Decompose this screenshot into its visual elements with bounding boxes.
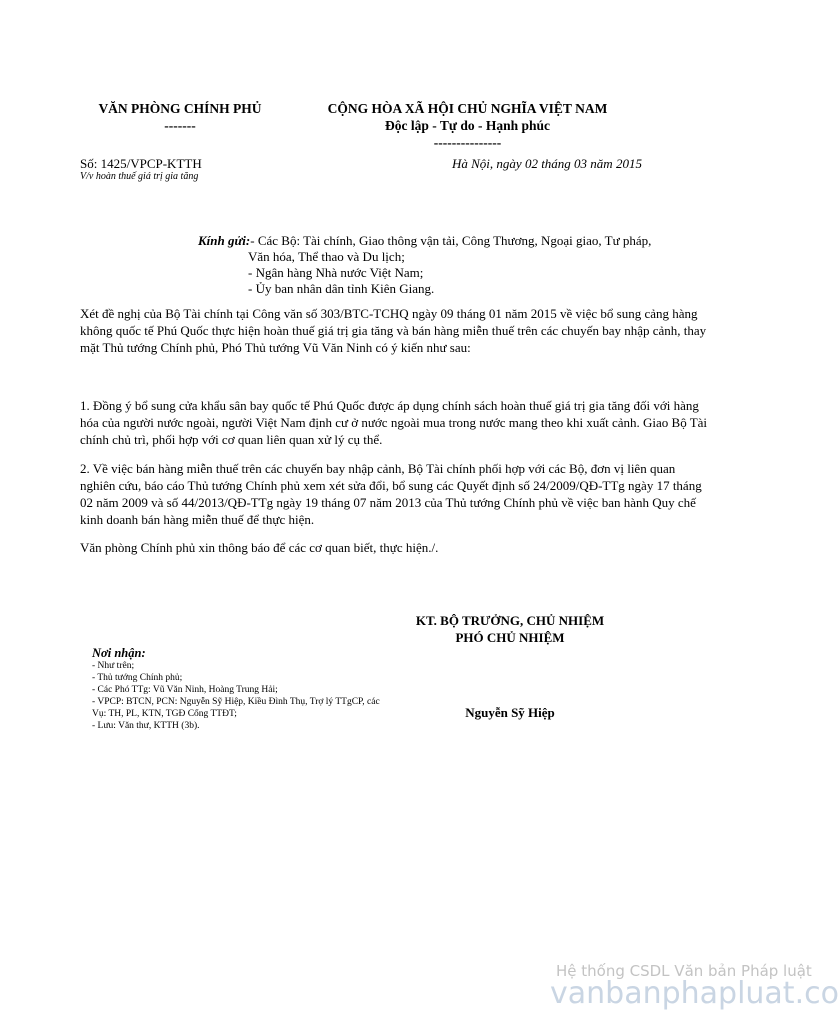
recipient-line: - Ngân hàng Nhà nước Việt Nam;	[248, 265, 424, 280]
place-date: Hà Nội, ngày 02 tháng 03 năm 2015	[452, 156, 642, 171]
receivers-list	[92, 660, 382, 732]
issuing-agency: VĂN PHÒNG CHÍNH PHỦ	[98, 101, 262, 116]
recipient-line: Văn hóa, Thể thao và Du lịch;	[248, 249, 405, 264]
signature-title-line1: KT. BỘ TRƯỞNG, CHỦ NHIỆM	[415, 613, 605, 628]
receiver-item: - Các Phó TTg: Vũ Văn Ninh, Hoàng Trung Hải;	[92, 685, 278, 695]
body-paragraph-closing: Văn phòng Chính phủ xin thông báo để các cơ quan biết, thực hiện./.	[80, 540, 439, 555]
country-name: CỘNG HÒA XÃ HỘI CHỦ NGHĨA VIỆT NAM	[327, 101, 608, 116]
watermark-line1: Hệ thống CSDL Văn bản Pháp luật	[556, 962, 812, 980]
signature-title-block	[400, 612, 620, 646]
recipient-line: - Ủy ban nhân dân tỉnh Kiên Giang.	[248, 281, 435, 296]
agency-rule: -------	[164, 118, 196, 133]
receivers-title: Nơi nhận:	[92, 646, 146, 660]
body-paragraph-item-1: 1. Đồng ý bổ sung cửa khẩu sân bay quốc tế Phú Quốc được áp dụng chính sách hoàn thuế giá trị gia tăng đối với hàng hóa của người nước ngoài, người Việt Nam định cư ở nước ngoài mua trong nước mang theo khi xuất cảnh. Giao Bộ Tài chính chủ trì, phối hợp với cơ quan liên quan xử lý cụ thể.	[80, 398, 708, 447]
signature-title-line2: PHÓ CHỦ NHIỆM	[455, 630, 565, 645]
receiver-item: - Lưu: Văn thư, KTTH (3b).	[92, 721, 200, 731]
receiver-item: - Như trên;	[92, 661, 135, 671]
recipients-block	[198, 233, 668, 297]
motto-rule: ---------------	[433, 135, 502, 150]
watermark-line2: vanbanphapluat.co	[550, 976, 839, 1011]
signer-name: Nguyễn Sỹ Hiệp	[465, 705, 555, 720]
issuing-agency-block	[80, 100, 280, 134]
national-motto: Độc lập - Tự do - Hạnh phúc	[384, 118, 551, 133]
receiver-item: - VPCP: BTCN, PCN: Nguyễn Sỹ Hiệp, Kiều Đình Thụ, Trợ lý TTgCP, các Vụ: TH, PL, KTN, TGĐ Cổng TTĐT;	[92, 697, 380, 719]
body-paragraph-item-2: 2. Về việc bán hàng miễn thuế trên các chuyến bay nhập cảnh, Bộ Tài chính phối hợp với các Bộ, đơn vị liên quan nghiên cứu, báo cáo Thủ tướng Chính phủ xem xét sửa đổi, bổ sung các Quyết định số 24/2009/QĐ-TTg ngày 17 tháng 02 năm 2009 và số 44/2013/QĐ-TTg ngày 19 tháng 07 năm 2013 của Thủ tướng Chính phủ về việc ban hành Quy chế kinh doanh bán hàng miễn thuế để thực hiện.	[80, 461, 702, 527]
national-title-block	[295, 100, 640, 151]
body-paragraph-intro: Xét đề nghị của Bộ Tài chính tại Công văn số 303/BTC-TCHQ ngày 09 tháng 01 năm 2015 về việc bổ sung cảng hàng không quốc tế Phú Quốc thực hiện hoàn thuế giá trị gia tăng và bán hàng miễn thuế trên các chuyến bay nhập cảnh, thay mặt Thủ tướng Chính phủ, Phó Thủ tướng Vũ Văn Ninh có ý kiến như sau:	[80, 306, 707, 355]
recipient-line: - Các Bộ: Tài chính, Giao thông vận tải, Công Thương, Ngoại giao, Tư pháp,	[250, 233, 652, 248]
document-subject: V/v hoàn thuế giá trị gia tăng	[80, 171, 199, 182]
document-number: Số: 1425/VPCP-KTTH	[80, 156, 202, 171]
receiver-item: - Thủ tướng Chính phủ;	[92, 673, 183, 683]
recipients-label: Kính gửi:	[198, 233, 251, 248]
